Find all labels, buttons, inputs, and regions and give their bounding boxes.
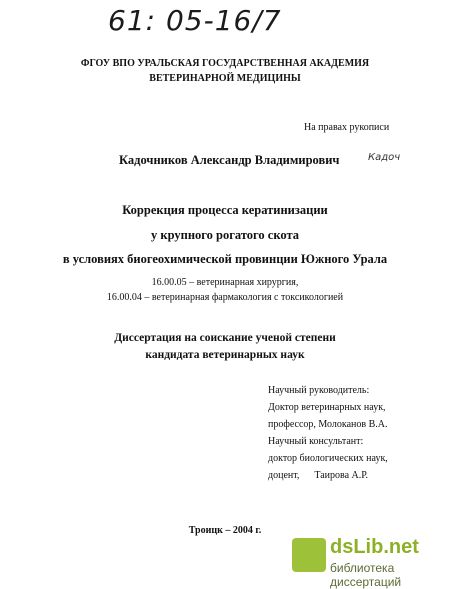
institution-line-2: ВЕТЕРИНАРНОЙ МЕДИЦИНЫ <box>149 73 301 84</box>
dslib-watermark-name: dsLib.net <box>330 536 419 558</box>
place-year: Троицк – 2004 г. <box>188 525 262 536</box>
author-signature: Кадоч <box>368 152 401 163</box>
author-name: Кадочников Александр Владимирович <box>119 153 340 167</box>
handwritten-archive-code: 61: 05-16/7 <box>108 4 282 37</box>
consultant-line-1: Научный консультант: <box>268 436 364 447</box>
degree-line-1: Диссертация на соискание ученой степени <box>114 332 336 344</box>
specialty-line-2: 16.00.04 – ветеринарная фармакология с токсикологией <box>106 292 344 303</box>
institution-line-1: ФГОУ ВПО УРАЛЬСКАЯ ГОСУДАРСТВЕННАЯ АКАДЕМИЯ <box>80 58 370 69</box>
consultant-line-3: доцент, Таирова А.Р. <box>268 470 369 481</box>
title-line-3: в условиях биогеохимической провинции Южного Урала <box>62 252 388 266</box>
degree-line-2: кандидата ветеринарных наук <box>145 349 305 361</box>
supervisor-line-1: Научный руководитель: <box>268 385 370 396</box>
specialty-line-1: 16.00.05 – ветеринарная хирургия, <box>151 277 299 288</box>
title-line-2: у крупного рогатого скота <box>151 228 299 242</box>
rights-note: На правах рукописи <box>304 122 390 133</box>
title-line-1: Коррекция процесса кератинизации <box>122 203 328 217</box>
supervisor-line-2: Доктор ветеринарных наук, <box>268 402 386 413</box>
consultant-line-2: доктор биологических наук, <box>268 453 388 464</box>
dslib-logo-icon <box>292 538 326 572</box>
supervisor-line-3: профессор, Молоканов В.А. <box>268 419 388 430</box>
dslib-watermark-subtitle: библиотека диссертаций <box>330 561 402 589</box>
